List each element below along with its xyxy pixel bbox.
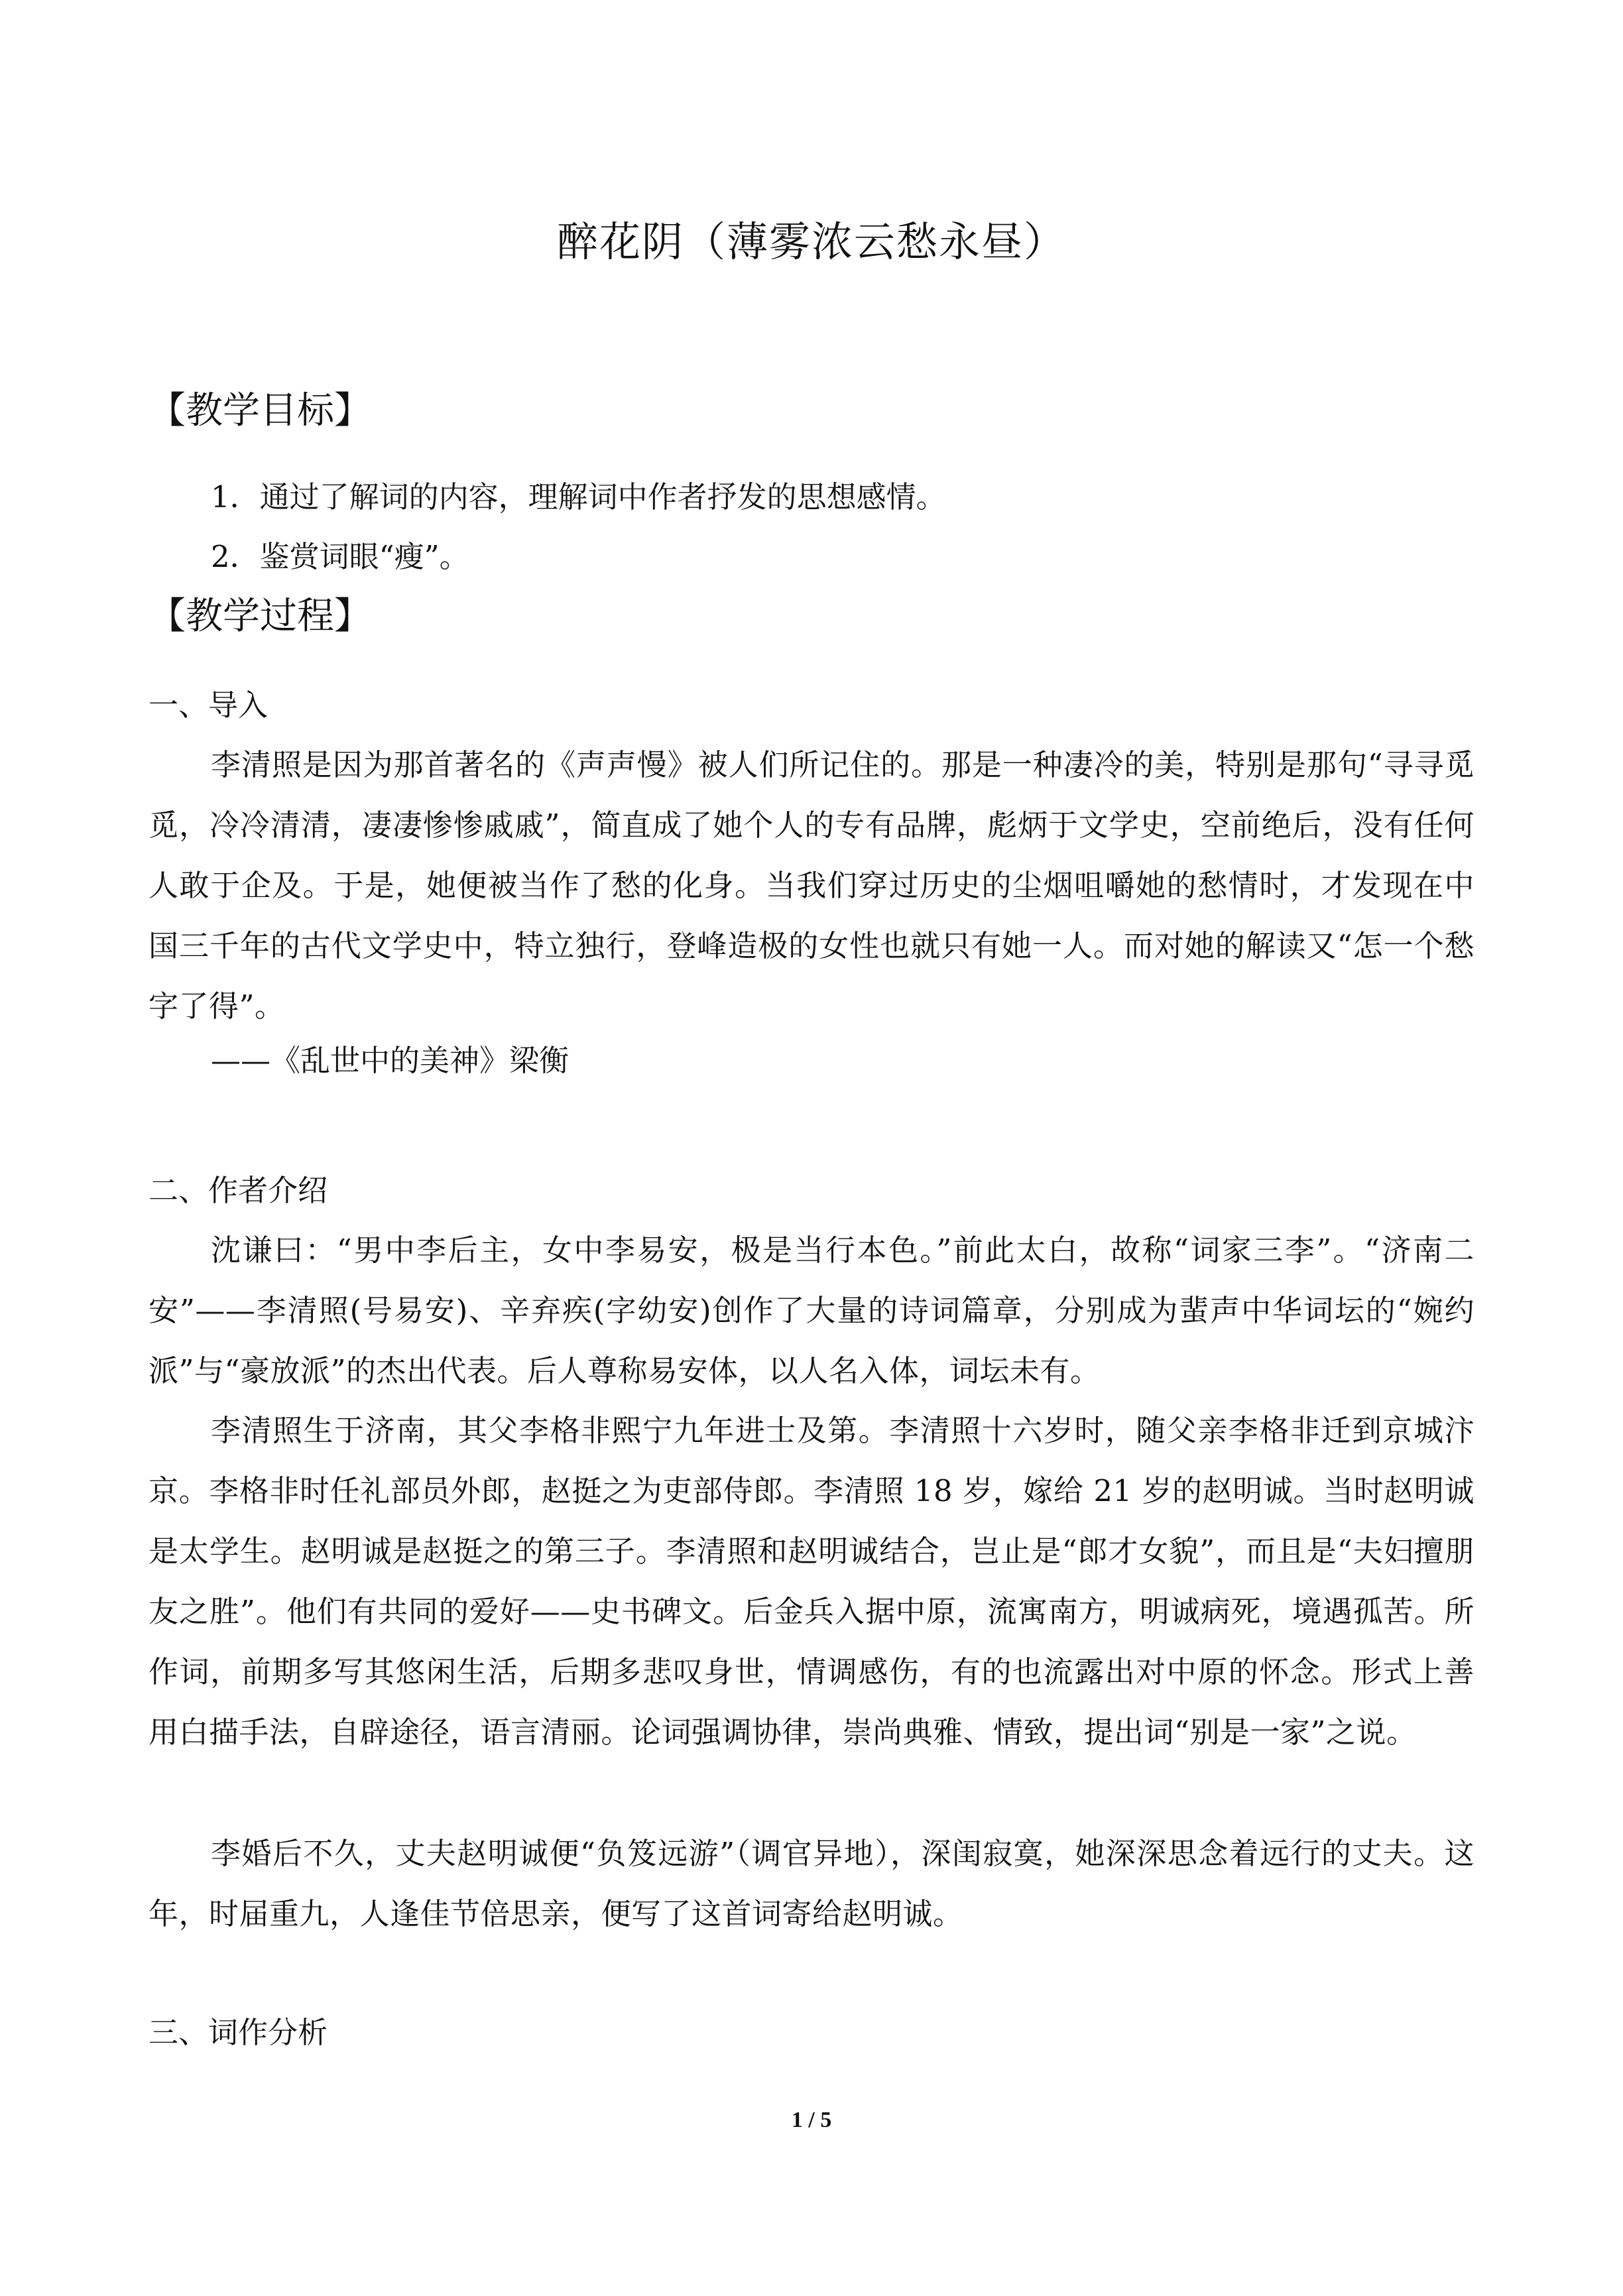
document-title: 醉花阴（薄雾浓云愁永昼） bbox=[556, 217, 1066, 266]
author-heading: 二、作者介绍 bbox=[149, 1173, 328, 1208]
author-paragraph-3: 李婚后不久，丈夫赵明诚便“负笈远游”（调官异地），深闺寂寞，她深深思念着远行的丈夫。这年，时届重九，人逢佳节倍思亲，便写了这首词寄给赵明诚。 bbox=[149, 1836, 1474, 1931]
intro-citation: ——《乱世中的美神》梁衡 bbox=[211, 1043, 570, 1078]
author-paragraph-1: 沈谦曰：“男中李后主，女中李易安，极是当行本色。”前此太白，故称“词家三李”。“济南二安”——李清照(号易安)、辛弃疾(字幼安)创作了大量的诗词篇章，分别成为蜚声中华词坛的“婉约派”与“豪放派”的杰出代表。后人尊称易安体，以人名入体，词坛未有。 bbox=[149, 1233, 1474, 1388]
intro-heading: 一、导入 bbox=[149, 688, 269, 723]
author-paragraph-2: 李清照生于济南，其父李格非熙宁九年进士及第。李清照十六岁时，随父亲李格非迁到京城汴京。李格非时任礼部员外郎，赵挺之为吏部侍郎。李清照 18 岁，嫁给 21 岁的赵明诚。当时赵明诚是太学生。赵明诚是赵挺之的第三子。李清照和赵明诚结合，岂止是“郎才女貌”，而且是“夫妇擅朋友之胜”。他们有共同的爱好——史书碑文。后金兵入据中原，流寓南方，明诚病死，境遇孤苦。所作词，前期多写其悠闲生活，后期多悲叹身世，情调感伤，有的也流露出对中原的怀念。形式上善用白描手法，自辟途径，语言清丽。论词强调协律，崇尚典雅、情致，提出词“别是一家”之说。 bbox=[149, 1413, 1474, 1750]
page-number: 1 / 5 bbox=[791, 2108, 832, 2132]
intro-paragraph: 李清照是因为那首著名的《声声慢》被人们所记住的。那是一种凄冷的美，特别是那句“寻寻觅觅，冷冷清清，凄凄惨惨戚戚”，简直成了她个人的专有品牌，彪炳于文学史，空前绝后，没有任何人敢于企及。于是，她便被当作了愁的化身。当我们穿过历史的尘烟咀嚼她的愁情时，才发现在中国三千年的古代文学史中，特立独行，登峰造极的女性也就只有她一人。而对她的解读又“怎一个愁字了得”。 bbox=[149, 747, 1474, 1024]
objective-item-1: 1．通过了解词的内容，理解词中作者抒发的思想感情。 bbox=[211, 479, 946, 514]
objective-item-2: 2．鉴赏词眼“瘦”。 bbox=[211, 539, 469, 574]
process-heading: 【教学过程】 bbox=[149, 595, 371, 638]
analysis-heading: 三、词作分析 bbox=[149, 2015, 328, 2050]
objectives-heading: 【教学目标】 bbox=[149, 389, 371, 432]
